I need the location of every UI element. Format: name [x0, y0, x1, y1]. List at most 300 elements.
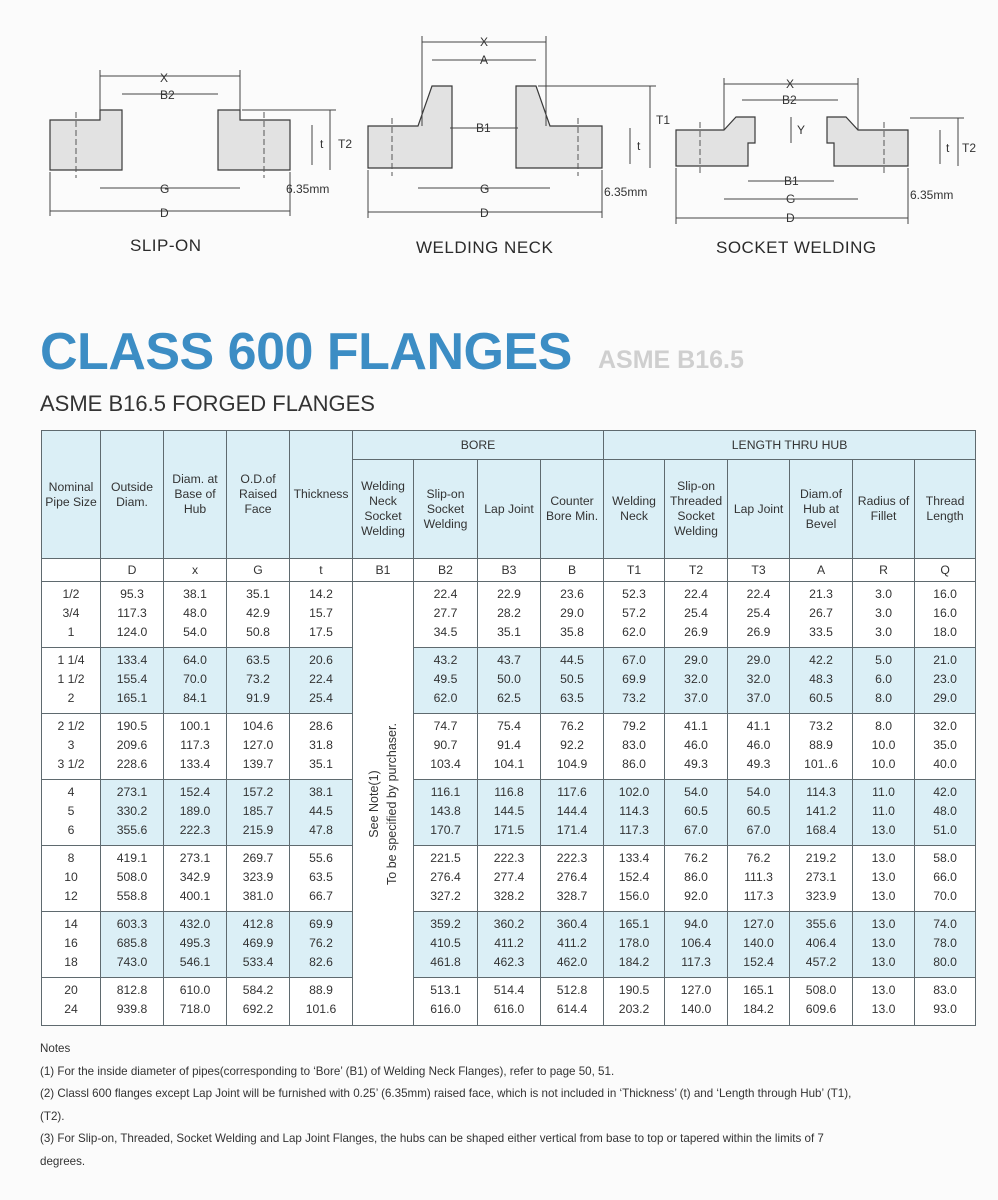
table-cell-a — [790, 846, 853, 912]
table-cell-a — [790, 912, 853, 978]
header-group-length: LENGTH THRU HUB — [604, 431, 976, 460]
symbol-cell: Q — [915, 559, 976, 582]
cell-value: 22.9 — [497, 587, 521, 601]
cell-value: 3/4 — [62, 606, 80, 620]
cell-value: 50.5 — [560, 672, 584, 686]
table-cell-t3 — [728, 978, 790, 1026]
cell-value: 603.3 — [116, 917, 148, 931]
cell-value: 330.2 — [116, 804, 148, 818]
cell-value: 94.0 — [684, 917, 708, 931]
cell-value: 584.2 — [242, 983, 274, 997]
slip-on-rf-label: 6.35mm — [286, 182, 330, 196]
cell-value: 66.0 — [933, 870, 957, 884]
symbol-cell: B3 — [478, 559, 541, 582]
table-cell-r — [853, 912, 915, 978]
cell-value: 812.8 — [116, 983, 148, 997]
cell-value: 63.5 — [246, 653, 270, 667]
cell-value: 359.2 — [430, 917, 461, 931]
cell-value: 133.4 — [179, 757, 211, 771]
cell-value: 144.4 — [556, 804, 588, 818]
table-row — [42, 582, 976, 648]
table-cell-r — [853, 582, 915, 648]
table-cell-a — [790, 582, 853, 648]
cell-value: 27.7 — [433, 606, 458, 620]
cell-value: 14.2 — [309, 587, 333, 601]
cell-value: 209.6 — [116, 738, 148, 752]
table-cell-g — [227, 714, 290, 780]
welding-neck-caption: WELDING NECK — [416, 238, 554, 257]
cell-value: 103.4 — [430, 757, 461, 771]
cell-value: 616.0 — [430, 1002, 461, 1016]
cell-value: 3 1/2 — [57, 757, 85, 771]
cell-value: 3.0 — [875, 625, 893, 639]
cell-value: 276.4 — [430, 870, 461, 884]
cell-value: 141.2 — [805, 804, 837, 818]
cell-value: 47.8 — [309, 823, 333, 837]
table-cell-q — [915, 846, 976, 912]
cell-value: 82.6 — [309, 955, 333, 969]
cell-value: 66.7 — [309, 889, 333, 903]
table-cell-b — [541, 978, 604, 1026]
welding-neck-t-label: t — [637, 139, 641, 153]
cell-value: 49.3 — [746, 757, 771, 771]
table-cell-a — [790, 714, 853, 780]
cell-value: 117.3 — [180, 738, 210, 752]
cell-value: 495.3 — [179, 936, 211, 950]
cell-value: 75.4 — [497, 719, 521, 733]
cell-value: 91.9 — [246, 691, 270, 705]
table-cell-b3 — [478, 648, 541, 714]
cell-value: 106.4 — [680, 936, 712, 950]
cell-value: 73.2 — [622, 691, 646, 705]
slip-on-b2-label: B2 — [160, 88, 175, 102]
table-cell-q — [915, 714, 976, 780]
cell-value: 22.4 — [746, 587, 771, 601]
cell-value: 40.0 — [933, 757, 957, 771]
cell-value: 21.0 — [933, 653, 957, 667]
cell-value: 533.4 — [242, 955, 274, 969]
cell-value: 514.4 — [493, 983, 525, 997]
cell-value: 13.0 — [871, 983, 896, 997]
cell-value: 104.9 — [556, 757, 588, 771]
table-cell-d — [101, 714, 164, 780]
cell-value: 46.0 — [684, 738, 708, 752]
cell-value: 13.0 — [871, 917, 896, 931]
cell-value: 60.5 — [684, 804, 708, 818]
cell-value: 165.1 — [618, 917, 650, 931]
cell-value: 13.0 — [871, 823, 896, 837]
cell-value: 29.0 — [746, 653, 771, 667]
cell-value: 461.8 — [430, 955, 461, 969]
cell-value: 1 1/2 — [57, 672, 85, 686]
table-row — [42, 780, 976, 846]
cell-value: 15.7 — [309, 606, 333, 620]
cell-value: 381.0 — [242, 889, 274, 903]
cell-value: 277.4 — [493, 870, 525, 884]
table-cell-t1 — [604, 978, 665, 1026]
cell-value: 74.7 — [433, 719, 458, 733]
cell-value: 29.0 — [933, 691, 957, 705]
cell-value: 133.4 — [116, 653, 148, 667]
note-3: (3) For Slip-on, Threaded, Socket Welding and Lap Joint Flanges, the hubs can be shaped either vertical from base to top or tapered within the limits of 7 degrees. — [40, 1132, 824, 1168]
cell-value: 91.4 — [497, 738, 521, 752]
header-outside-diam: Outside Diam. — [101, 431, 164, 559]
symbol-cell: R — [853, 559, 915, 582]
cell-value: 48.0 — [183, 606, 207, 620]
slip-on-d-label: D — [160, 206, 169, 220]
cell-value: 28.6 — [309, 719, 333, 733]
table-cell-a — [790, 648, 853, 714]
cell-value: 55.6 — [309, 851, 333, 865]
cell-value: 38.1 — [309, 785, 333, 799]
cell-value: 610.0 — [179, 983, 211, 997]
cell-value: 25.4 — [746, 606, 771, 620]
cell-value: 43.2 — [433, 653, 458, 667]
cell-value: 92.2 — [560, 738, 584, 752]
cell-value: 410.5 — [430, 936, 461, 950]
cell-value: 222.3 — [493, 851, 525, 865]
cell-value: 114.3 — [806, 785, 836, 799]
cell-value: 3.0 — [875, 587, 893, 601]
header-od-raised-face: O.D.of Raised Face — [227, 431, 290, 559]
table-cell-b3 — [478, 780, 541, 846]
cell-value: 462.3 — [493, 955, 525, 969]
cell-value: 63.5 — [560, 691, 584, 705]
table-cell-t — [290, 912, 353, 978]
table-cell-t — [290, 714, 353, 780]
cell-value: 49.3 — [684, 757, 708, 771]
cell-value: 116.8 — [494, 785, 524, 799]
cell-value: 546.1 — [179, 955, 211, 969]
table-cell-x — [164, 912, 227, 978]
table-row — [42, 978, 976, 1026]
cell-value: 23.6 — [560, 587, 584, 601]
cell-value: 50.8 — [246, 625, 270, 639]
socket-welding-rf-label: 6.35mm — [910, 188, 954, 202]
header-len-lap: Lap Joint — [728, 460, 790, 559]
slip-on-g-label: G — [160, 182, 170, 196]
cell-value: 328.7 — [556, 889, 588, 903]
cell-value: 457.2 — [805, 955, 837, 969]
cell-value: 419.1 — [116, 851, 148, 865]
cell-value: 185.7 — [242, 804, 274, 818]
cell-value: 614.4 — [556, 1002, 588, 1016]
table-cell-b2 — [414, 780, 478, 846]
bore-note-line1: See Note(1) — [367, 769, 381, 838]
table-cell-d — [101, 978, 164, 1026]
cell-value: 411.2 — [557, 936, 587, 950]
table-cell-t — [290, 846, 353, 912]
cell-value: 11.0 — [872, 785, 895, 799]
header-nps: Nominal Pipe Size — [42, 431, 101, 559]
symbol-cell: T2 — [665, 559, 728, 582]
cell-value: 171.4 — [556, 823, 588, 837]
cell-value: 170.7 — [430, 823, 461, 837]
notes-section — [40, 1038, 870, 1173]
table-cell-t3 — [728, 912, 790, 978]
bore-note — [365, 723, 401, 885]
table-cell-t2 — [665, 648, 728, 714]
cell-value: 355.6 — [805, 917, 837, 931]
table-cell-g — [227, 648, 290, 714]
cell-value: 52.3 — [622, 587, 646, 601]
cell-value: 215.9 — [242, 823, 274, 837]
symbol-cell: A — [790, 559, 853, 582]
cell-value: 323.9 — [805, 889, 837, 903]
cell-value: 276.4 — [556, 870, 588, 884]
cell-value: 13.0 — [871, 936, 896, 950]
standard-label: ASME B16.5 — [598, 346, 744, 374]
cell-value: 104.6 — [242, 719, 274, 733]
cell-value: 124.0 — [116, 625, 148, 639]
table-cell-nps — [42, 714, 101, 780]
cell-value: 69.9 — [622, 672, 646, 686]
cell-value: 70.0 — [183, 672, 207, 686]
table-cell-nps — [42, 648, 101, 714]
cell-value: 10.0 — [871, 757, 896, 771]
header-len-so-thr-sw: Slip-on Threaded Socket Welding — [665, 460, 728, 559]
table-cell-t2 — [665, 780, 728, 846]
table-cell-t3 — [728, 780, 790, 846]
socket-welding-y-label: Y — [797, 123, 806, 137]
table-cell-t1 — [604, 582, 665, 648]
table-cell-a — [790, 978, 853, 1026]
table-row — [42, 912, 976, 978]
table-row — [42, 648, 976, 714]
cell-value: 273.1 — [179, 851, 211, 865]
table-cell-x — [164, 978, 227, 1026]
table-cell-t3 — [728, 846, 790, 912]
symbol-cell: B — [541, 559, 604, 582]
cell-value: 16.0 — [933, 606, 957, 620]
cell-value: 18 — [64, 955, 78, 969]
cell-value: 342.9 — [179, 870, 211, 884]
table-cell-g — [227, 846, 290, 912]
symbol-cell: T1 — [604, 559, 665, 582]
cell-value: 5.0 — [875, 653, 893, 667]
cell-value: 127.0 — [743, 917, 774, 931]
cell-value: 743.0 — [116, 955, 148, 969]
cell-value: 31.8 — [309, 738, 333, 752]
cell-value: 67.0 — [746, 823, 771, 837]
symbol-cell: x — [164, 559, 227, 582]
table-cell-d — [101, 846, 164, 912]
cell-value: 69.9 — [309, 917, 333, 931]
welding-neck-a-label: A — [480, 53, 489, 67]
table-cell-x — [164, 780, 227, 846]
cell-value: 117.3 — [681, 955, 711, 969]
table-cell-b2 — [414, 714, 478, 780]
cell-value: 469.9 — [242, 936, 274, 950]
symbol-cell: G — [227, 559, 290, 582]
cell-value: 73.2 — [246, 672, 270, 686]
header-len-welding-neck: Welding Neck — [604, 460, 665, 559]
cell-value: 42.9 — [246, 606, 270, 620]
cell-value: 46.0 — [746, 738, 771, 752]
cell-value: 189.0 — [179, 804, 211, 818]
table-cell-d — [101, 648, 164, 714]
cell-value: 411.2 — [494, 936, 524, 950]
cell-value: 462.0 — [556, 955, 588, 969]
cell-value: 32.0 — [746, 672, 771, 686]
slip-on-left-section — [50, 110, 122, 170]
symbol-cell: B2 — [414, 559, 478, 582]
table-cell-q — [915, 582, 976, 648]
welding-neck-b1-label: B1 — [476, 121, 491, 135]
cell-value: 58.0 — [933, 851, 957, 865]
cell-value: 25.4 — [309, 691, 333, 705]
header-thread-length: Thread Length — [915, 460, 976, 559]
cell-value: 140.0 — [680, 1002, 712, 1016]
cell-value: 22.4 — [433, 587, 458, 601]
cell-value: 171.5 — [493, 823, 525, 837]
table-cell-nps — [42, 582, 101, 648]
header-group-bore: BORE — [353, 431, 604, 460]
socket-welding-g-label: G — [786, 192, 796, 206]
cell-value: 1 1/4 — [57, 653, 85, 667]
table-cell-t2 — [665, 714, 728, 780]
cell-value: 100.1 — [179, 719, 211, 733]
table-cell-b — [541, 582, 604, 648]
table-cell-t3 — [728, 648, 790, 714]
cell-value: 74.0 — [933, 917, 957, 931]
cell-value: 90.7 — [433, 738, 458, 752]
table-row — [42, 846, 976, 912]
bore-note-cell — [353, 582, 414, 1026]
table-cell-g — [227, 912, 290, 978]
cell-value: 86.0 — [684, 870, 708, 884]
cell-value: 92.0 — [684, 889, 708, 903]
cell-value: 432.0 — [179, 917, 211, 931]
socket-welding-caption: SOCKET WELDING — [716, 238, 877, 257]
cell-value: 13.0 — [871, 1002, 896, 1016]
cell-value: 117.3 — [619, 823, 649, 837]
table-cell-r — [853, 780, 915, 846]
cell-value: 76.2 — [560, 719, 584, 733]
cell-value: 43.7 — [497, 653, 521, 667]
cell-value: 111.3 — [744, 870, 773, 884]
cell-value: 76.2 — [309, 936, 333, 950]
cell-value: 3 — [67, 738, 75, 752]
cell-value: 26.9 — [746, 625, 771, 639]
cell-value: 21.3 — [809, 587, 833, 601]
cell-value: 12 — [64, 889, 78, 903]
socket-welding-t2-label: T2 — [962, 141, 977, 155]
cell-value: 49.5 — [433, 672, 458, 686]
cell-value: 152.4 — [179, 785, 211, 799]
table-cell-nps — [42, 846, 101, 912]
cell-value: 76.2 — [684, 851, 708, 865]
cell-value: 203.2 — [618, 1002, 650, 1016]
cell-value: 54.0 — [684, 785, 708, 799]
cell-value: 33.5 — [809, 625, 833, 639]
cell-value: 273.1 — [805, 870, 837, 884]
welding-neck-d-label: D — [480, 206, 489, 220]
cell-value: 609.6 — [805, 1002, 837, 1016]
cell-value: 83.0 — [933, 983, 957, 997]
cell-value: 41.1 — [746, 719, 771, 733]
symbol-cell: D — [101, 559, 164, 582]
cell-value: 616.0 — [493, 1002, 525, 1016]
table-cell-t2 — [665, 978, 728, 1026]
table-cell-g — [227, 978, 290, 1026]
table-cell-t1 — [604, 780, 665, 846]
cell-value: 48.0 — [933, 804, 957, 818]
cell-value: 37.0 — [684, 691, 708, 705]
cell-value: 41.1 — [684, 719, 708, 733]
table-cell-q — [915, 978, 976, 1026]
header-diam-base-hub: Diam. at Base of Hub — [164, 431, 227, 559]
slip-on-x-label: X — [160, 71, 169, 85]
cell-value: 22.4 — [309, 672, 333, 686]
cell-value: 116.1 — [430, 785, 461, 799]
cell-value: 29.0 — [684, 653, 708, 667]
welding-neck-g-label: G — [480, 182, 490, 196]
cell-value: 70.0 — [933, 889, 957, 903]
cell-value: 6.0 — [875, 672, 893, 686]
cell-value: 50.0 — [497, 672, 521, 686]
table-cell-b3 — [478, 912, 541, 978]
cell-value: 4 — [67, 785, 75, 799]
cell-value: 165.1 — [743, 983, 774, 997]
cell-value: 62.0 — [622, 625, 646, 639]
table-cell-nps — [42, 780, 101, 846]
table-cell-b — [541, 780, 604, 846]
bore-note-line2: To be specified by purchaser. — [385, 722, 399, 885]
cell-value: 62.0 — [433, 691, 458, 705]
table-cell-t2 — [665, 846, 728, 912]
table-cell-d — [101, 780, 164, 846]
cell-value: 79.2 — [622, 719, 646, 733]
cell-value: 1/2 — [62, 587, 80, 601]
welding-neck-rf-label: 6.35mm — [604, 185, 648, 199]
cell-value: 228.6 — [116, 757, 148, 771]
cell-value: 22.4 — [684, 587, 708, 601]
cell-value: 10 — [64, 870, 78, 884]
welding-neck-x-label: X — [480, 35, 489, 49]
table-cell-t2 — [665, 582, 728, 648]
table-cell-d — [101, 582, 164, 648]
symbol-blank — [42, 559, 101, 582]
cell-value: 54.0 — [746, 785, 771, 799]
cell-value: 143.8 — [430, 804, 461, 818]
table-cell-a — [790, 780, 853, 846]
table-cell-t — [290, 978, 353, 1026]
cell-value: 88.9 — [309, 983, 333, 997]
cell-value: 222.3 — [179, 823, 211, 837]
cell-value: 152.4 — [743, 955, 774, 969]
cell-value: 26.9 — [684, 625, 708, 639]
cell-value: 42.2 — [809, 653, 833, 667]
welding-neck-left-section — [368, 86, 452, 168]
cell-value: 23.0 — [933, 672, 957, 686]
table-row — [42, 714, 976, 780]
table-cell-b — [541, 714, 604, 780]
cell-value: 157.2 — [242, 785, 274, 799]
cell-value: 127.0 — [680, 983, 712, 997]
socket-welding-x-label: X — [786, 77, 795, 91]
cell-value: 178.0 — [618, 936, 650, 950]
table-cell-x — [164, 846, 227, 912]
cell-value: 86.0 — [622, 757, 646, 771]
cell-value: 139.7 — [242, 757, 274, 771]
note-2: (2) Classl 600 flanges except Lap Joint will be furnished with 0.25’ (6.35mm) raised face, which is not included in ‘Thickness’ (t) and ‘Length through Hub’ (T1), (T2). — [40, 1087, 852, 1123]
cell-value: 29.0 — [560, 606, 584, 620]
page-title: CLASS 600 FLANGES — [40, 323, 572, 381]
cell-value: 16 — [64, 936, 78, 950]
socket-welding-right-section — [827, 117, 908, 166]
table-cell-b3 — [478, 714, 541, 780]
